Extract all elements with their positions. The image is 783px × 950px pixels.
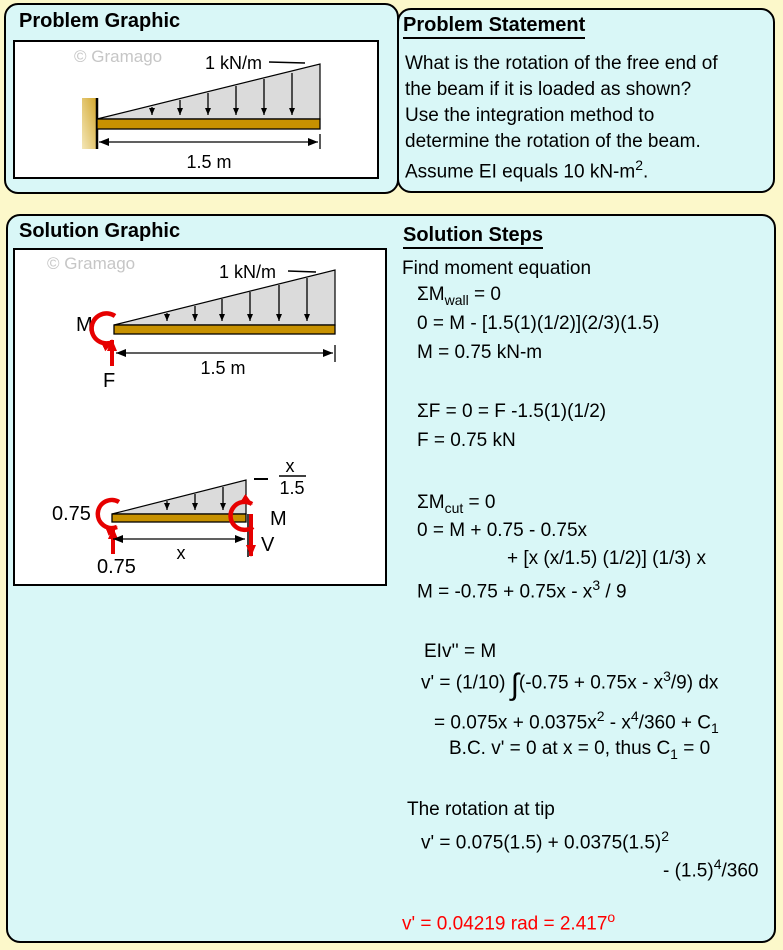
equation-line: $M = -0.75 + 0.75x - x^3 / 9$ [417,577,627,603]
equation-line: F = 0.75 kN [417,430,516,451]
equation-line: 0 = M - [1.5(1)(1/2)](2/3)(1.5) [417,313,660,334]
statement-line: determine the rotation of the beam. [405,131,701,152]
load-triangle-cut [112,480,246,514]
equation-line: B.C. v' = 0 at x = 0, thus $C_1 = 0$ [449,738,711,762]
left-moment-label: 0.75 [52,503,91,525]
load-intensity-numerator: x [285,456,295,476]
equation-line: M = 0.75 kN-m [417,342,543,363]
equation-line: 0 = M + 0.75 - 0.75x [417,520,588,541]
left-force-label: 0.75 [97,556,136,578]
problem-statement-title: Problem Statement [403,14,585,37]
cut-moment-label: M [270,508,287,530]
statement-line: Assume EI equals 10 $kN-m^2$. [405,157,649,183]
wall-moment-arrow [92,313,115,343]
equation-line: = $0.075x + 0.0375x^2 - x^4/360 + C_1$ [434,708,719,737]
watermark: © Gramago [47,254,136,273]
equation-line: $\Sigma M_{wall} = 0$ [417,284,501,308]
load-pointer-line [288,271,316,272]
statement-line: What is the rotation of the free end of [405,53,718,74]
load-intensity-denominator: 1.5 [279,478,305,498]
span-label: x [176,543,186,563]
equation-line: EIv'' = M [424,641,497,662]
beam-bar-cut [112,514,246,522]
dimension-label: 1.5 m [186,152,232,172]
equation-line: $v' = 0.075(1.5) + 0.0375(1.5)^2$ [421,828,670,854]
result-line: v' = 0.04219 rad = $2.417^o$ [402,909,616,935]
solution-steps-title: Solution Steps [403,224,543,247]
wall-support [82,98,97,149]
beam-bar [114,325,335,334]
cut-shear-label: V [261,534,275,556]
equation-line: - $(1.5)^4/360$ [663,856,759,882]
beam-bar [97,119,320,129]
problem-beam-diagram [13,40,379,179]
statement-line: Use the integration method to [405,105,655,126]
equation-line: The rotation at tip [407,799,555,820]
load-pointer-line [269,62,305,63]
statement-line: the beam if it is loaded as shown? [405,79,692,100]
load-label: 1 kN/m [219,262,277,282]
wall-force-label: F [103,370,116,392]
equation-line: Find moment equation [402,258,592,279]
equation-line: + [x (x/1.5) (1/2)] (1/3) x [507,548,707,569]
equation-line: $\Sigma M_{cut} = 0$ [417,492,496,516]
load-label: 1 kN/m [205,53,263,73]
equation-line: ΣF = 0 = F -1.5(1)(1/2) [417,401,607,422]
solution-graphic-title: Solution Graphic [19,220,181,242]
wall-moment-label: M [76,314,93,336]
equation-line: v' = (1/10) $\int(-0.75 + 0.75x - x^3/9)$ dx [421,668,719,702]
watermark: © Gramago [74,47,163,66]
dimension-label: 1.5 m [200,358,246,378]
solution-beam-diagram [13,248,387,586]
problem-graphic-title: Problem Graphic [19,10,181,32]
